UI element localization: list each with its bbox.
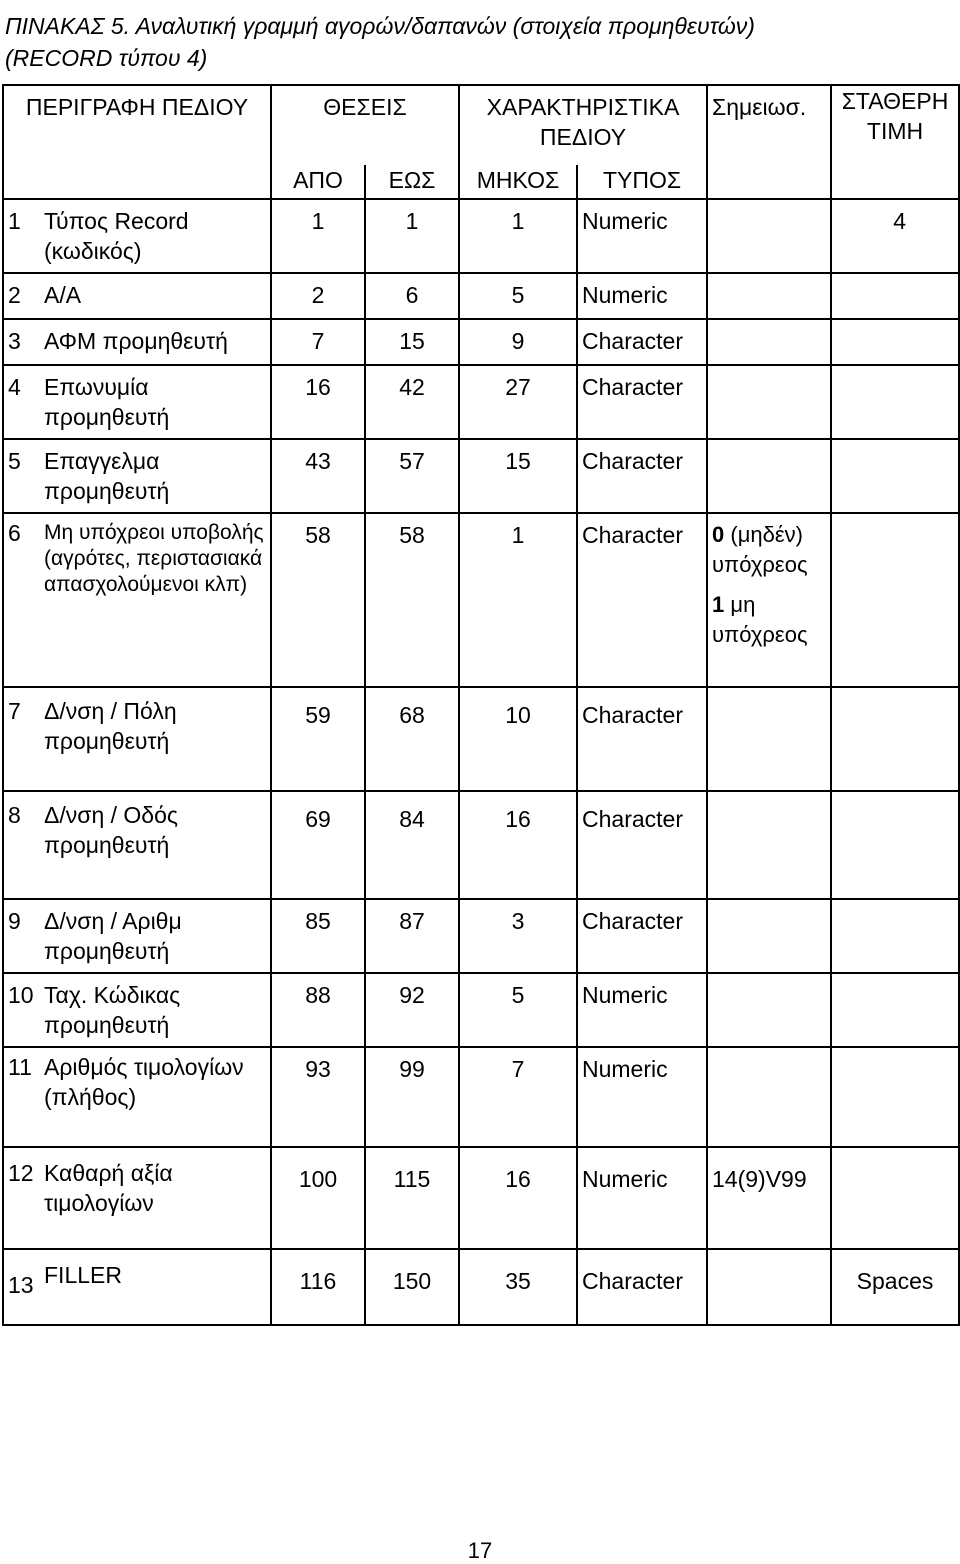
header-field-description: ΠΕΡΙΓΡΑΦΗ ΠΕΔΙΟΥ <box>3 85 271 199</box>
fixed-value-cell <box>831 973 959 1047</box>
table-row <box>3 791 959 899</box>
length-cell: 1 <box>459 513 577 687</box>
header-notes: Σημειωσ. <box>707 85 831 199</box>
field-description: Δ/νση / Οδός προμηθευτή <box>44 802 178 858</box>
to-cell: 58 <box>365 513 459 687</box>
note-option-0: 0 (μηδέν) υπόχρεος <box>712 522 808 577</box>
field-description-cell <box>3 973 271 1047</box>
type-cell: Numeric <box>577 1147 707 1249</box>
row-number: 6 <box>8 520 21 546</box>
table-row <box>3 513 959 687</box>
field-description-cell <box>3 687 271 791</box>
header-from: ΑΠΟ <box>271 165 365 199</box>
type-cell: Numeric <box>577 273 707 319</box>
note-cell <box>707 899 831 973</box>
from-cell: 93 <box>271 1047 365 1147</box>
to-cell: 68 <box>365 687 459 791</box>
note-cell <box>707 1047 831 1147</box>
from-cell: 1 <box>271 199 365 273</box>
from-cell: 2 <box>271 273 365 319</box>
table-row <box>3 687 959 791</box>
fixed-value-cell <box>831 319 959 365</box>
table-title <box>5 10 945 74</box>
field-description: Μη υπόχρεοι υποβολής (αγρότες, περιστασιακά απασχολούμενοι κλπ) <box>44 521 264 596</box>
table-row <box>3 1047 959 1147</box>
row-number: 7 <box>8 698 21 724</box>
title-line-1: ΠΙΝΑΚΑΣ 5. Αναλυτική γραμμή αγορών/δαπανών (στοιχεία προμηθευτών) <box>5 13 755 39</box>
fixed-value-cell <box>831 1147 959 1249</box>
table-row <box>3 365 959 439</box>
to-cell: 15 <box>365 319 459 365</box>
length-cell: 35 <box>459 1249 577 1325</box>
row-number: 2 <box>8 282 21 308</box>
table-row <box>3 1249 959 1325</box>
table-row <box>3 273 959 319</box>
row-number: 9 <box>8 908 21 934</box>
type-cell: Character <box>577 687 707 791</box>
length-cell: 27 <box>459 365 577 439</box>
length-cell: 9 <box>459 319 577 365</box>
length-cell: 16 <box>459 1147 577 1249</box>
table-row <box>3 973 959 1047</box>
fixed-value-cell <box>831 513 959 687</box>
note-cell <box>707 1249 831 1325</box>
length-cell: 16 <box>459 791 577 899</box>
field-description-cell <box>3 365 271 439</box>
type-cell: Character <box>577 439 707 513</box>
field-description-cell <box>3 513 271 687</box>
length-cell: 3 <box>459 899 577 973</box>
length-cell: 5 <box>459 973 577 1047</box>
field-description-cell <box>3 791 271 899</box>
field-description-cell <box>3 439 271 513</box>
from-cell: 59 <box>271 687 365 791</box>
length-cell: 15 <box>459 439 577 513</box>
type-cell: Numeric <box>577 973 707 1047</box>
from-cell: 43 <box>271 439 365 513</box>
note-cell <box>707 273 831 319</box>
table-row <box>3 199 959 273</box>
note-cell: 14(9)V99 <box>707 1147 831 1249</box>
field-description: Τύπος Record (κωδικός) <box>44 208 189 264</box>
to-cell: 87 <box>365 899 459 973</box>
type-cell: Character <box>577 319 707 365</box>
header-length: ΜΗΚΟΣ <box>459 165 577 199</box>
note-cell <box>707 199 831 273</box>
record-layout-table <box>2 84 960 1326</box>
field-description: Αριθμός τιμολογίων (πλήθος) <box>44 1054 244 1110</box>
fixed-value-cell: 4 <box>831 199 959 273</box>
row-number: 4 <box>8 374 21 400</box>
row-number: 11 <box>8 1054 32 1080</box>
field-description-cell <box>3 319 271 365</box>
note-cell <box>707 365 831 439</box>
to-cell: 1 <box>365 199 459 273</box>
field-description-cell <box>3 1047 271 1147</box>
table-row <box>3 1147 959 1249</box>
to-cell: 99 <box>365 1047 459 1147</box>
field-description-cell <box>3 1147 271 1249</box>
row-number: 10 <box>8 982 34 1008</box>
header-fixed-value: ΣΤΑΘΕΡΗ ΤΙΜΗ <box>831 85 959 199</box>
length-cell: 1 <box>459 199 577 273</box>
note-cell <box>707 439 831 513</box>
row-number: 5 <box>8 448 21 474</box>
from-cell: 58 <box>271 513 365 687</box>
header-positions: ΘΕΣΕΙΣ <box>271 85 459 165</box>
fixed-value-cell <box>831 439 959 513</box>
fixed-value-cell <box>831 1047 959 1147</box>
header-characteristics: ΧΑΡΑΚΤΗΡΙΣΤΙΚΑ ΠΕΔΙΟΥ <box>459 85 707 165</box>
field-description: Α/Α <box>44 282 82 308</box>
from-cell: 116 <box>271 1249 365 1325</box>
type-cell: Numeric <box>577 1047 707 1147</box>
length-cell: 5 <box>459 273 577 319</box>
row-number: 1 <box>8 208 21 234</box>
note-cell <box>707 319 831 365</box>
row-number: 13 <box>8 1272 34 1298</box>
fixed-value-cell <box>831 365 959 439</box>
to-cell: 92 <box>365 973 459 1047</box>
to-cell: 115 <box>365 1147 459 1249</box>
note-cell <box>707 973 831 1047</box>
fixed-value-cell <box>831 899 959 973</box>
field-description: Δ/νση / Αριθμ προμηθευτή <box>44 908 182 964</box>
note-cell <box>707 791 831 899</box>
type-cell: Character <box>577 365 707 439</box>
from-cell: 16 <box>271 365 365 439</box>
field-description-cell <box>3 273 271 319</box>
field-description: Καθαρή αξία τιμολογίων <box>44 1160 173 1216</box>
from-cell: 7 <box>271 319 365 365</box>
page-number: 17 <box>467 1538 493 1563</box>
field-description: ΑΦΜ προμηθευτή <box>44 328 228 354</box>
note-cell <box>707 513 831 687</box>
to-cell: 84 <box>365 791 459 899</box>
to-cell: 57 <box>365 439 459 513</box>
header-type: ΤΥΠΟΣ <box>577 165 707 199</box>
header-row <box>3 85 959 165</box>
type-cell: Numeric <box>577 199 707 273</box>
title-line-2: (RECORD τύπου 4) <box>5 45 208 71</box>
from-cell: 85 <box>271 899 365 973</box>
table-row <box>3 899 959 973</box>
fixed-value-cell <box>831 273 959 319</box>
length-cell: 7 <box>459 1047 577 1147</box>
field-description-cell <box>3 199 271 273</box>
field-description: Επωνυμία προμηθευτή <box>44 374 170 430</box>
to-cell: 150 <box>365 1249 459 1325</box>
note-option-1: 1 μη υπόχρεος <box>712 592 808 647</box>
length-cell: 10 <box>459 687 577 791</box>
table-row <box>3 439 959 513</box>
field-description: Ταχ. Κώδικας προμηθευτή <box>44 982 181 1038</box>
row-number: 12 <box>8 1160 34 1186</box>
type-cell: Character <box>577 791 707 899</box>
header-to: ΕΩΣ <box>365 165 459 199</box>
table-row <box>3 319 959 365</box>
field-description-cell <box>3 899 271 973</box>
fixed-value-cell <box>831 791 959 899</box>
from-cell: 69 <box>271 791 365 899</box>
to-cell: 42 <box>365 365 459 439</box>
fixed-value-cell: Spaces <box>831 1249 959 1325</box>
from-cell: 100 <box>271 1147 365 1249</box>
row-number: 3 <box>8 328 21 354</box>
field-description: Επαγγελμα προμηθευτή <box>44 448 170 504</box>
type-cell: Character <box>577 899 707 973</box>
from-cell: 88 <box>271 973 365 1047</box>
note-cell <box>707 687 831 791</box>
type-cell: Character <box>577 513 707 687</box>
field-description: FILLER <box>44 1262 122 1288</box>
field-description-cell <box>3 1249 271 1325</box>
to-cell: 6 <box>365 273 459 319</box>
type-cell: Character <box>577 1249 707 1325</box>
fixed-value-cell <box>831 687 959 791</box>
field-description: Δ/νση / Πόλη προμηθευτή <box>44 698 177 754</box>
row-number: 8 <box>8 802 21 828</box>
